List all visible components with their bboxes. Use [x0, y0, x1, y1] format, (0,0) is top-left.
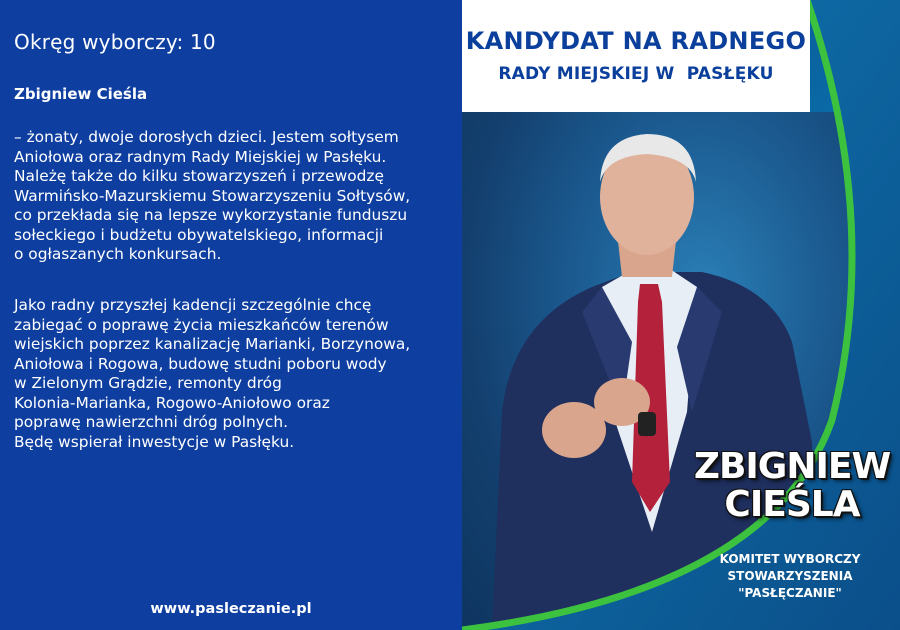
big-name-first: ZBIGNIEW: [693, 446, 891, 487]
committee-line-1: KOMITET WYBORCZY: [719, 552, 861, 566]
website-link[interactable]: www.pasleczanie.pl: [150, 601, 312, 617]
committee-line-3: "PASŁĘCZANIE": [738, 586, 842, 600]
right-poster-panel: [462, 0, 900, 630]
bio-paragraph-1: – żonaty, dwoje dorosłych dzieci. Jestem sołtysem Aniołowa oraz radnym Rady Miejskiej w Pasłęku. Należę także do kilku stowarzyszeń i przewodzę Warmińsko-Mazurskiemu Stowarzyszeniu Sołtysów, co przekłada się na lepsze wykorzystanie funduszu sołeckiego i budżetu obywatelskiego, informacji o ogłaszanych konkursach.: [14, 128, 411, 263]
bio-paragraph-2: Jako radny przyszłej kadencji szczególnie chcę zabiegać o poprawę życia mieszkańców terenów wiejskich poprzez kanalizację Marianki, Borzynowa, Aniołowa i Rogowa, budowę studni poboru wody w Zielonym Grądzie, remonty dróg Kolonia-Marianka, Rogowo-Aniołowo oraz poprawę nawierzchni dróg polnych. Będę wspierał inwestycje w Pasłęku.: [14, 296, 411, 451]
header-box: [462, 0, 810, 112]
header-subtitle: RADY MIEJSKIEJ W PASŁĘKU: [498, 64, 774, 84]
candidate-big-name: [687, 448, 897, 524]
committee-line-2: STOWARZYSZENIA: [727, 569, 853, 583]
header-title: KANDYDAT NA RADNEGO: [465, 27, 807, 55]
candidate-name-heading: Zbigniew Cieśla: [14, 85, 148, 103]
big-name-last: CIEŚLA: [724, 484, 860, 525]
district-label: Okręg wyborczy: 10: [14, 30, 216, 54]
committee-text: [680, 551, 900, 602]
